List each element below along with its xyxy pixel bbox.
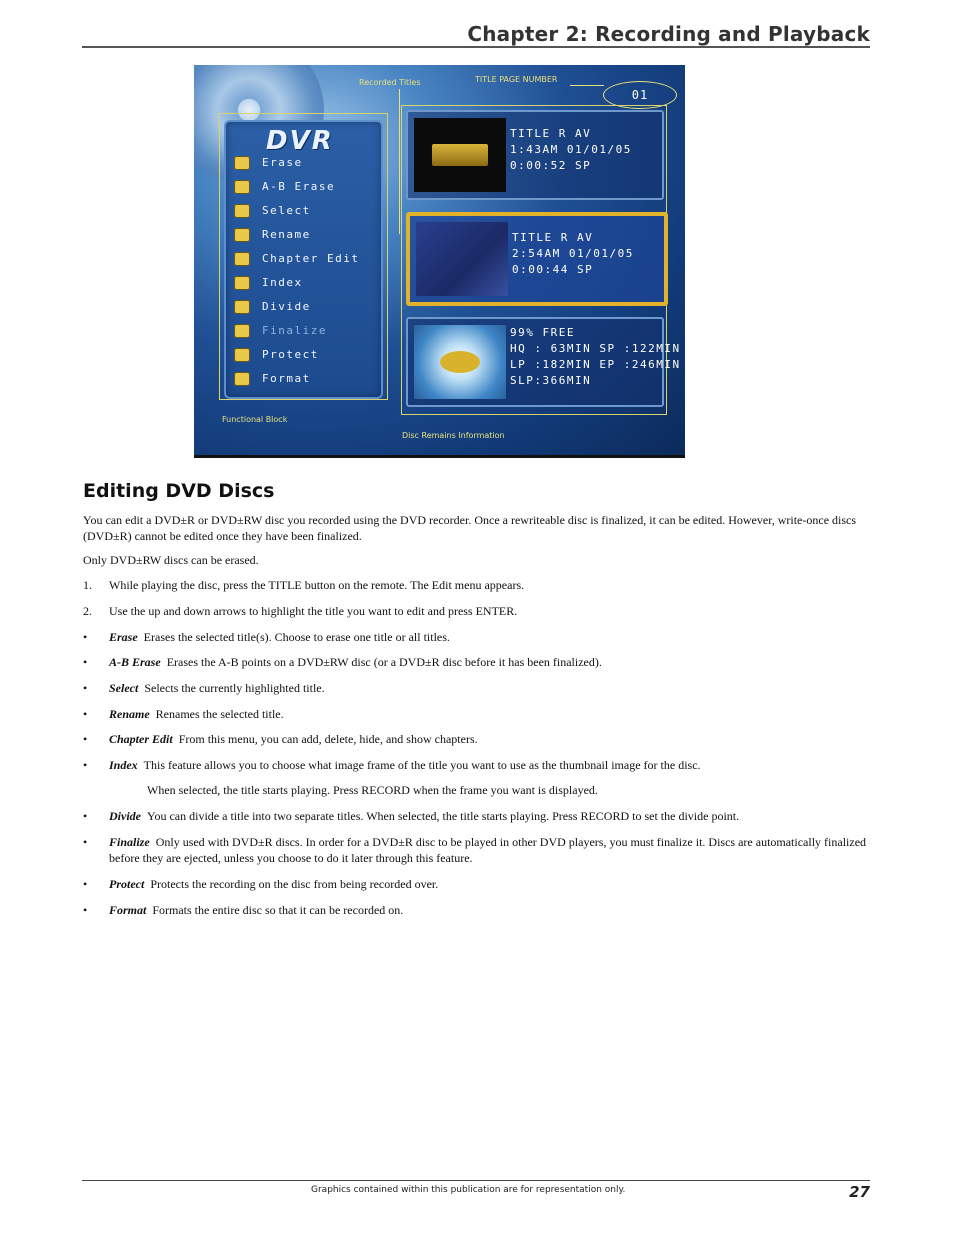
disc-info-card: [406, 317, 681, 407]
pencil-icon: [234, 156, 250, 170]
disc-remains-info: [510, 325, 681, 389]
menu-item-format[interactable]: [234, 370, 311, 388]
footer-rule: [82, 1180, 870, 1181]
step-number: 2.: [83, 604, 92, 618]
list-item-ab-erase: [109, 654, 873, 670]
bullet: •: [83, 758, 88, 772]
title-duration: 0:00:52 SP: [510, 159, 592, 172]
title-name: TITLE R AV: [510, 127, 592, 140]
disc-slp: SLP:366MIN: [510, 374, 592, 387]
menu-item-divide[interactable]: [234, 298, 311, 316]
bullet: •: [83, 681, 88, 695]
menu-item-rename[interactable]: [234, 226, 311, 244]
flag-icon: [234, 252, 250, 266]
item-description: Only used with DVD±R discs. In order for a DVD±R disc to be played in other DVD players, you must finalize it. Discs are automatically finalized before they are ejected, unless you choose to do it later through this feature.: [109, 835, 867, 865]
bullet: •: [83, 630, 88, 644]
title-datetime: 2:54AM 01/01/05: [512, 247, 634, 260]
item-term: Finalize: [109, 835, 150, 849]
erase-note: Only DVD±RW discs can be erased.: [83, 553, 259, 567]
item-description: Selects the currently highlighted title.: [144, 681, 325, 695]
item-description: This feature allows you to choose what image frame of the title you want to use as the thumbnail image for the disc.: [143, 758, 701, 772]
menu-item-label: Protect: [262, 348, 319, 361]
menu-item-protect[interactable]: [234, 346, 319, 364]
title-info: [510, 126, 632, 174]
item-term: A-B Erase: [109, 655, 161, 669]
checkmark-icon: [234, 204, 250, 218]
index-followup: When selected, the title starts playing. Press RECORD when the frame you want is displayed.: [147, 783, 598, 797]
menu-item-label: Chapter Edit: [262, 252, 360, 265]
menu-item-label: Erase: [262, 156, 303, 169]
bullet: •: [83, 903, 88, 917]
footer-note: Graphics contained within this publication are for representation only.: [311, 1185, 626, 1195]
menu-item-index[interactable]: [234, 274, 303, 292]
bullet: •: [83, 877, 88, 891]
bullet: •: [83, 732, 88, 746]
lock-icon: [234, 348, 250, 362]
dvd-logo-shape: [440, 351, 480, 373]
item-term: Rename: [109, 707, 150, 721]
step-text: Use the up and down arrows to highlight the title you want to edit and press ENTER.: [109, 604, 518, 618]
list-item-divide: [109, 808, 873, 824]
dvr-menu-screenshot: [194, 65, 685, 458]
title-info: [512, 230, 634, 278]
item-description: From this menu, you can add, delete, hide, and show chapters.: [178, 732, 478, 746]
menu-item-finalize[interactable]: [234, 322, 327, 340]
title-name: TITLE R AV: [512, 231, 594, 244]
title-duration: 0:00:44 SP: [512, 263, 594, 276]
list-item-rename: [109, 706, 873, 722]
menu-item-label: Index: [262, 276, 303, 289]
index-icon: [234, 276, 250, 290]
finalize-icon: [234, 324, 250, 338]
step-number: 1.: [83, 578, 92, 592]
menu-item-chapter-edit[interactable]: [234, 250, 359, 268]
callout-title-page-number: TITLE PAGE NUMBER: [475, 75, 558, 84]
menu-item-label: Rename: [262, 228, 311, 241]
screenshot-bottom-border: [194, 455, 685, 458]
dvr-logo: DVR: [266, 126, 334, 156]
menu-item-label: Finalize: [262, 324, 327, 337]
bullet: •: [83, 809, 88, 823]
callout-recorded-titles: Recorded Titles: [359, 78, 421, 87]
item-term: Protect: [109, 877, 145, 891]
bullet: •: [83, 835, 88, 849]
item-description: Formats the entire disc so that it can be recorded on.: [152, 903, 404, 917]
list-item-format: [109, 902, 873, 918]
disc-free: 99% FREE: [510, 326, 575, 339]
header-rule: [82, 46, 870, 48]
step-text: While playing the disc, press the TITLE button on the remote. The Edit menu appears.: [109, 578, 525, 592]
rename-icon: [234, 228, 250, 242]
menu-item-select[interactable]: [234, 202, 311, 220]
bullet: •: [83, 707, 88, 721]
list-item-chapter-edit: [109, 731, 873, 747]
section-title: Editing DVD Discs: [83, 480, 275, 502]
menu-item-erase[interactable]: [234, 154, 303, 172]
thumbnail-logo-shape: [432, 144, 488, 166]
list-item-index: [109, 757, 873, 773]
list-item-select: [109, 680, 873, 696]
list-item-finalize: [109, 834, 873, 866]
title-page-number: 01: [603, 81, 677, 109]
divide-icon: [234, 300, 250, 314]
chapter-title: Chapter 2: Recording and Playback: [467, 22, 870, 46]
item-description: Renames the selected title.: [155, 707, 284, 721]
edit-menu-panel: [224, 120, 383, 399]
title-thumbnail: [414, 118, 506, 192]
leader-line: [399, 89, 400, 234]
item-description: Erases the A-B points on a DVD±RW disc (or a DVD±R disc before it has been finalized).: [166, 655, 602, 669]
menu-item-label: Format: [262, 372, 311, 385]
menu-item-label: A-B Erase: [262, 180, 336, 193]
item-term: Select: [109, 681, 139, 695]
item-term: Chapter Edit: [109, 732, 173, 746]
item-term: Format: [109, 903, 147, 917]
title-thumbnail: [416, 222, 508, 296]
list-item-erase: [109, 629, 873, 645]
intro-paragraph: You can edit a DVD±R or DVD±RW disc you recorded using the DVD recorder. Once a rewriteable disc is finalized, it can be edited. However, write-once discs (DVD±R) cannot be edited once they have been finalized.: [83, 513, 857, 543]
callout-functional-block: Functional Block: [222, 415, 288, 424]
callout-disc-remains: Disc Remains Information: [402, 431, 505, 440]
item-description: Protects the recording on the disc from being recorded over.: [150, 877, 439, 891]
title-card[interactable]: [406, 110, 664, 200]
title-datetime: 1:43AM 01/01/05: [510, 143, 632, 156]
ab-erase-icon: [234, 180, 250, 194]
disc-lp-ep: LP :182MIN EP :246MIN: [510, 358, 681, 371]
menu-item-ab-erase[interactable]: [234, 178, 335, 196]
menu-item-label: Select: [262, 204, 311, 217]
leader-line: [570, 85, 604, 86]
list-item-protect: [109, 876, 873, 892]
dvd-logo-thumbnail: [414, 325, 506, 399]
item-term: Erase: [109, 630, 138, 644]
item-term: Index: [109, 758, 138, 772]
title-card-selected[interactable]: [406, 212, 668, 306]
menu-item-label: Divide: [262, 300, 311, 313]
format-icon: [234, 372, 250, 386]
disc-hq-sp: HQ : 63MIN SP :122MIN: [510, 342, 681, 355]
bullet: •: [83, 655, 88, 669]
item-description: Erases the selected title(s). Choose to erase one title or all titles.: [143, 630, 450, 644]
page-number: 27: [849, 1183, 870, 1201]
item-term: Divide: [109, 809, 141, 823]
item-description: You can divide a title into two separate titles. When selected, the title starts playing. Press RECORD to set the divide point.: [147, 809, 740, 823]
